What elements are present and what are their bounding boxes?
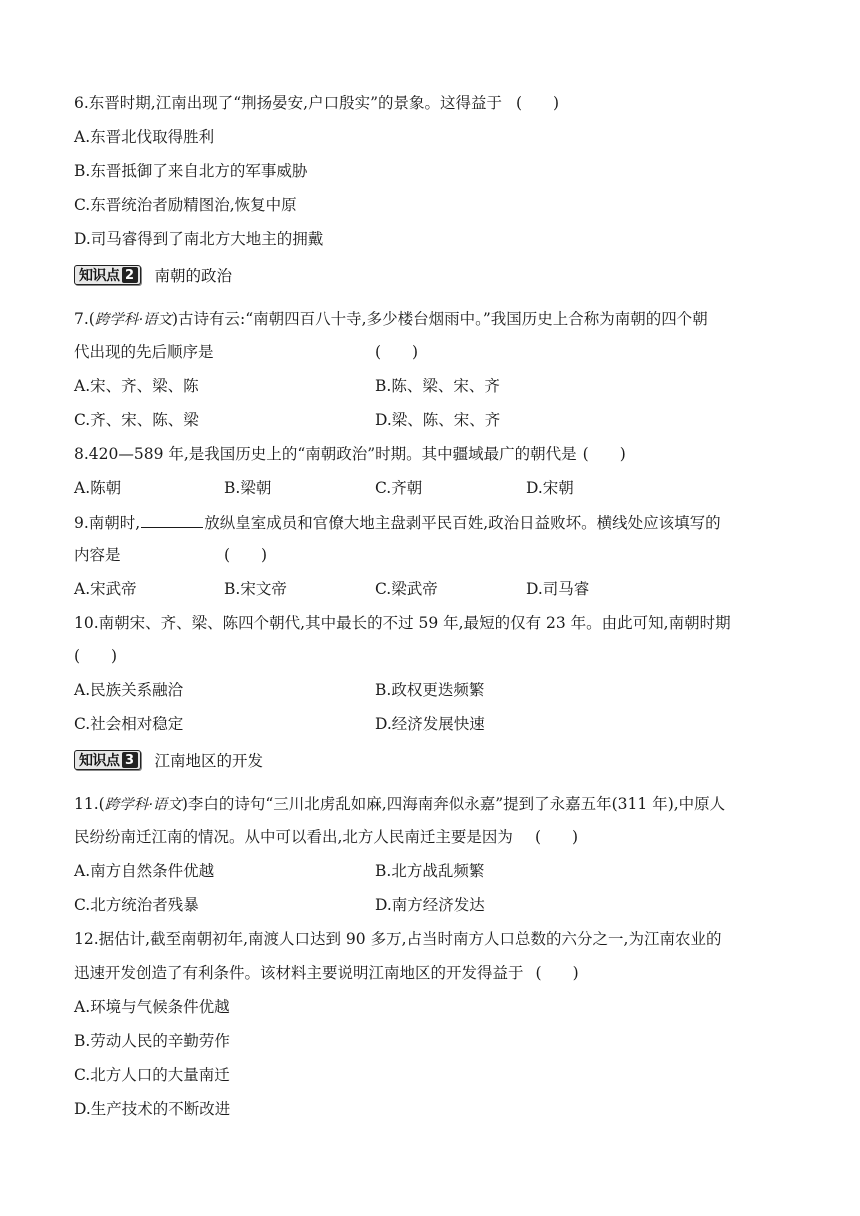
q10-option-c: C.社会相对稳定 bbox=[74, 715, 184, 733]
q11-option-d: D.南方经济发达 bbox=[375, 896, 485, 914]
cross-discipline-tag: 跨学科·语文 bbox=[94, 312, 172, 328]
q10-option-a: A.民族关系融洽 bbox=[74, 681, 184, 699]
answer-paren: ( ) bbox=[534, 828, 579, 846]
q7-option-c: C.齐、宋、陈、梁 bbox=[74, 411, 199, 429]
q9-option-c: C.梁武帝 bbox=[375, 580, 438, 598]
q8-option-c: C.齐朝 bbox=[375, 479, 423, 497]
q6-option-b: B.东晋抵御了来自北方的军事威胁 bbox=[74, 162, 308, 180]
question-8-stem: 8.420—589 年,是我国历史上的“南朝政治”时期。其中疆域最广的朝代是 ( ) bbox=[74, 445, 626, 463]
badge-number: 2 bbox=[122, 267, 138, 283]
question-11-stem-line2: 民纷纷南迁江南的情况。从中可以看出,北方人民南迁主要是因为 ( ) bbox=[74, 828, 579, 846]
question-12-stem-line2: 迅速开发创造了有利条件。该材料主要说明江南地区的开发得益于 ( ) bbox=[74, 964, 579, 982]
question-10-stem: 10.南朝宋、齐、梁、陈四个朝代,其中最长的不过 59 年,最短的仅有 23 年。由此可知,南朝时期 bbox=[74, 614, 731, 632]
q9-option-b: B.宋文帝 bbox=[224, 580, 287, 598]
section-title: 江南地区的开发 bbox=[154, 752, 264, 770]
answer-paren: ( ) bbox=[516, 94, 560, 112]
question-6-stem: 6.东晋时期,江南出现了“荆扬晏安,户口殷实”的景象。这得益于 ( ) bbox=[74, 94, 560, 112]
q6-option-c: C.东晋统治者励精图治,恢复中原 bbox=[74, 196, 297, 214]
knowledge-point-2-header bbox=[74, 263, 232, 287]
knowledge-point-badge: 知识点 3 bbox=[74, 750, 141, 770]
answer-paren: ( ) bbox=[224, 546, 268, 564]
q9-option-a: A.宋武帝 bbox=[74, 580, 137, 598]
q9-option-d: D.司马睿 bbox=[526, 580, 590, 598]
cross-discipline-tag: 跨学科·语文 bbox=[104, 797, 182, 813]
q12-option-a: A.环境与气候条件优越 bbox=[74, 998, 230, 1016]
q6-option-a: A.东晋北伐取得胜利 bbox=[74, 128, 215, 146]
q7-option-b: B.陈、梁、宋、齐 bbox=[375, 377, 500, 395]
knowledge-point-3-header bbox=[74, 748, 263, 772]
q11-option-a: A.南方自然条件优越 bbox=[74, 862, 215, 880]
q8-option-b: B.梁朝 bbox=[224, 479, 272, 497]
question-7-stem-line2: 代出现的先后顺序是 bbox=[74, 343, 214, 361]
question-7-stem-line1: 7.(跨学科·语文)古诗有云:“南朝四百八十寺,多少楼台烟雨中。”我国历史上合称为南朝的四个朝 bbox=[74, 310, 708, 328]
q10-option-b: B.政权更迭频繁 bbox=[375, 681, 485, 699]
q12-option-b: B.劳动人民的辛勤劳作 bbox=[74, 1032, 230, 1050]
q12-option-d: D.生产技术的不断改进 bbox=[74, 1100, 231, 1118]
q10-option-d: D.经济发展快速 bbox=[375, 715, 485, 733]
question-12-stem-line1: 12.据估计,截至南朝初年,南渡人口达到 90 多万,占当时南方人口总数的六分之一,为江南农业的 bbox=[74, 930, 722, 948]
question-11-stem-line1: 11.(跨学科·语文)李白的诗句“三川北虏乱如麻,四海南奔似永嘉”提到了永嘉五年(311 年),中原人 bbox=[74, 795, 726, 813]
knowledge-point-badge: 知识点 2 bbox=[74, 265, 141, 285]
answer-paren: ( ) bbox=[535, 964, 579, 982]
answer-paren: ( ) bbox=[74, 647, 118, 665]
section-title: 南朝的政治 bbox=[154, 267, 233, 285]
q12-option-c: C.北方人口的大量南迁 bbox=[74, 1066, 230, 1084]
question-9-stem-line1: 9.南朝时, 放纵皇室成员和官僚大地主盘剥平民百姓,政治日益败坏。横线处应该填写的 bbox=[74, 514, 721, 532]
q11-option-b: B.北方战乱频繁 bbox=[375, 862, 485, 880]
q8-option-a: A.陈朝 bbox=[74, 479, 122, 497]
answer-paren: ( ) bbox=[375, 343, 419, 361]
question-9-stem-line2: 内容是 bbox=[74, 546, 121, 564]
q6-option-d: D.司马睿得到了南北方大地主的拥戴 bbox=[74, 230, 324, 248]
q8-option-d: D.宋朝 bbox=[526, 479, 574, 497]
fill-in-blank bbox=[141, 512, 203, 528]
q7-option-d: D.梁、陈、宋、齐 bbox=[375, 411, 501, 429]
q11-option-c: C.北方统治者残暴 bbox=[74, 896, 199, 914]
answer-paren: ( ) bbox=[582, 445, 626, 463]
badge-number: 3 bbox=[122, 752, 138, 768]
q7-option-a: A.宋、齐、梁、陈 bbox=[74, 377, 199, 395]
